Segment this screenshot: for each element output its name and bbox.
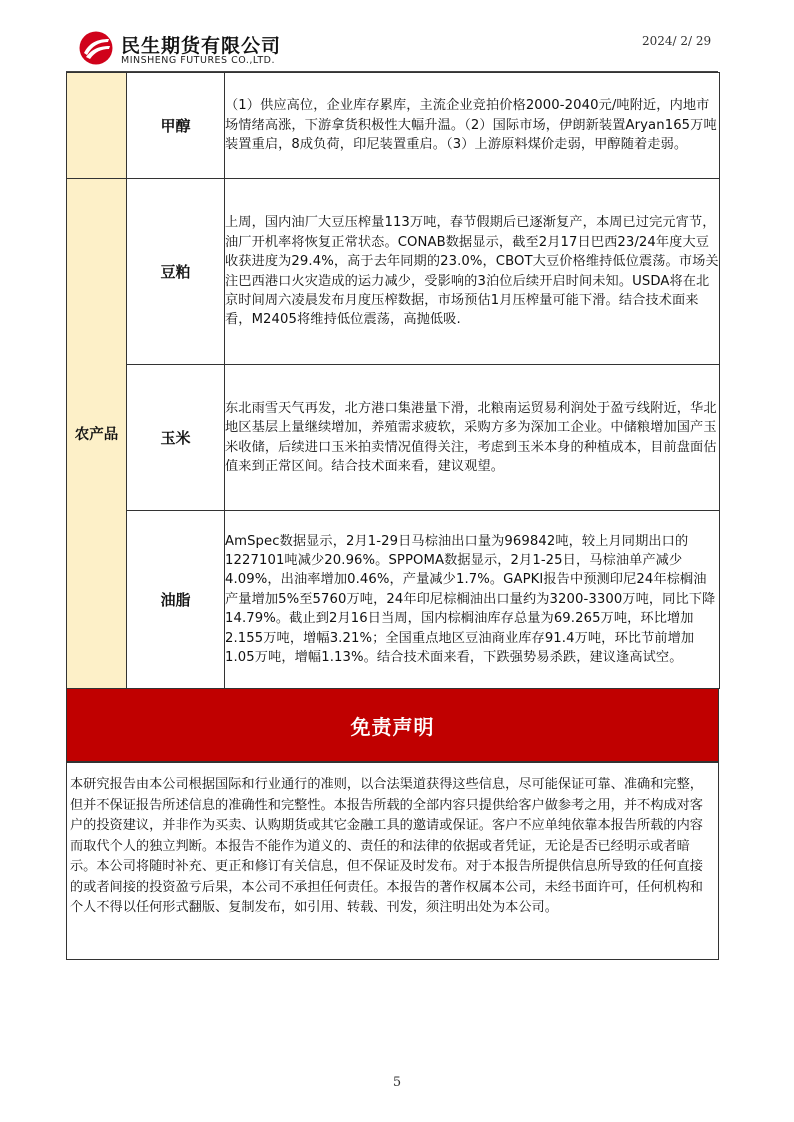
table-row-soymeal: [67, 179, 720, 365]
category-cell-empty: [67, 73, 127, 179]
page-number: 5: [392, 1075, 402, 1090]
table-row-methanol: [67, 73, 720, 179]
table-row-corn: [67, 365, 720, 511]
commodity-name: 豆粕: [127, 179, 225, 365]
commodity-name: 甲醇: [127, 73, 225, 179]
report-date: 2024/ 2/ 29: [642, 34, 712, 48]
company-name-en: MINSHENG FUTURES CO.,LTD.: [121, 55, 275, 66]
commodity-analysis: 上周，国内油厂大豆压榨量113万吨，春节假期后已逐渐复产，本周已过完元宵节，油厂开机率将恢复正常状态。CONAB数据显示，截至2月17日巴西23/24年度大豆收获进度为29.4%，高于去年同期的23.0%，CBOT大豆价格维持低位震荡。市场关注巴西港口火灾造成的运力减少，受影响的3泊位后续开启时间未知。USDA将在北京时间周六凌晨发布月度压榨数据，市场预估1月压榨量可能下滑。结合技术面来看，M2405将维持低位震荡，高抛低吸.: [225, 179, 720, 365]
commodity-name: 玉米: [127, 365, 225, 511]
page-header: [0, 0, 794, 72]
disclaimer-banner: [66, 688, 719, 762]
category-cell-agriculture: 农产品: [67, 179, 127, 689]
commodity-table: [66, 72, 720, 689]
disclaimer-text: 本研究报告由本公司根据国际和行业通行的准则，以合法渠道获得这些信息，尽可能保证可靠、准确和完整，但并不保证报告所述信息的准确性和完整性。本报告所载的全部内容只提供给客户做参考之用，并不构成对客户的投资建议，并非作为买卖、认购期货或其它金融工具的邀请或保证。客户不应单纯依靠本报告所载的内容而取代个人的独立判断。本报告不能作为道义的、责任的和法律的依据或者凭证，无论是否已经明示或者暗示。本公司将随时补充、更正和修订有关信息，但不保证及时发布。对于本报告所提供信息所导致的任何直接的或者间接的投资盈亏后果，本公司不承担任何责任。本报告的著作权属本公司，未经书面许可，任何机构和个人不得以任何形式翻版、复制发布，如引用、转载、刊发，须注明出处为本公司。: [66, 762, 719, 960]
table-row-oils: [67, 511, 720, 689]
disclaimer-title: 免责声明: [350, 714, 435, 739]
minsheng-logo-icon: [78, 30, 114, 66]
company-name-cn: 民生期货有限公司: [121, 35, 282, 57]
commodity-name: 油脂: [127, 511, 225, 689]
commodity-analysis: （1）供应高位，企业库存累库，主流企业竞拍价格2000-2040元/吨附近，内地市场情绪高涨，下游拿货积极性大幅升温。（2）国际市场，伊朗新装置Aryan165万吨装置重启，8成负荷，印尼装置重启。（3）上游原料煤价走弱，甲醇随着走弱。: [225, 73, 720, 179]
commodity-analysis: 东北雨雪天气再发，北方港口集港量下滑，北粮南运贸易利润处于盈亏线附近，华北地区基层上量继续增加，养殖需求疲软，采购方多为深加工企业。中储粮增加国产玉米收储，后续进口玉米拍卖情况值得关注，考虑到玉米本身的种植成本，目前盘面估值来到正常区间。结合技术面来看，建议观望。: [225, 365, 720, 511]
commodity-analysis: AmSpec数据显示，2月1-29日马棕油出口量为969842吨，较上月同期出口的1227101吨减少20.96%。SPPOMA数据显示，2月1-25日，马棕油单产减少4.09%，出油率增加0.46%，产量减少1.7%。GAPKI报告中预测印尼24年棕榈油产量增加5%至5760万吨，24年印尼棕榈油出口量约为3200-3300万吨，同比下降14.79%。截止到2月16日当周，国内棕榈油库存总量为69.265万吨，环比增加2.155万吨，增幅3.21%；全国重点地区豆油商业库存91.4万吨，环比节前增加1.05万吨，增幅1.13%。结合技术面来看，下跌强势易杀跌，建议逢高试空。: [225, 511, 720, 689]
